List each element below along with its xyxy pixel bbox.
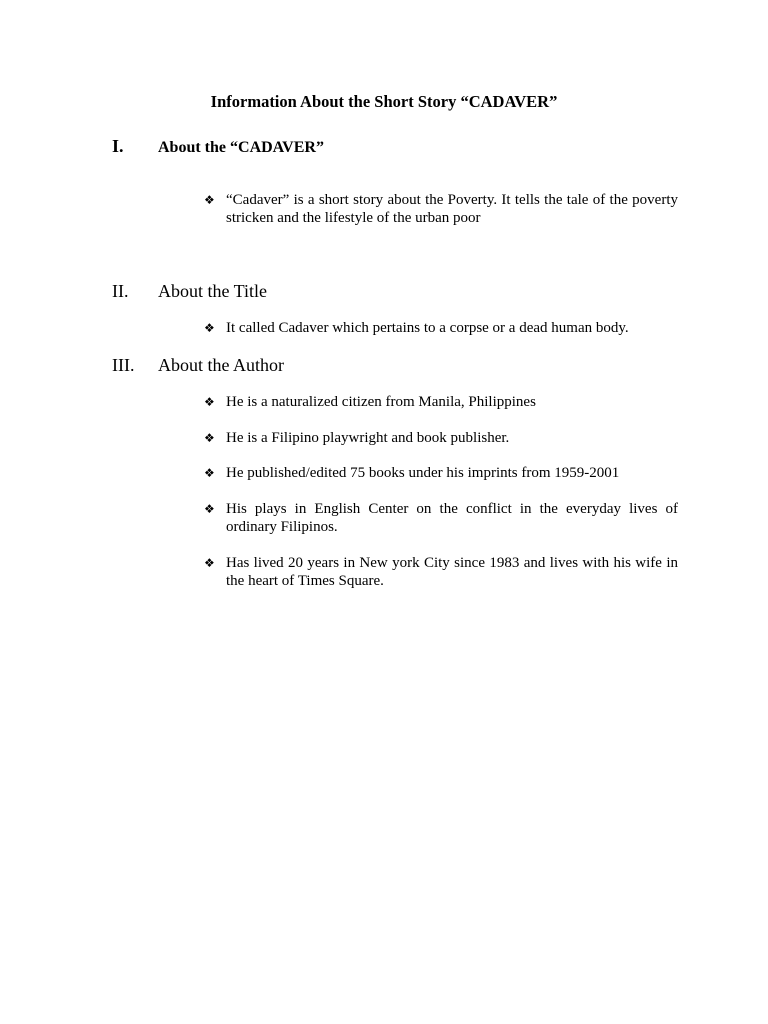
diamond-bullet-icon: ❖ [204,466,215,480]
diamond-bullet-icon: ❖ [204,431,215,445]
list-item: ❖ Has lived 20 years in New york City since 1983 and lives with his wife in the heart of Times Square. [204,555,678,589]
bullet-list [204,500,678,536]
section-about-author [112,355,692,376]
section-heading: About the “CADAVER” [158,139,324,156]
list-item: ❖ He is a Filipino playwright and book publisher. [204,430,510,446]
list-item: ❖ He published/edited 75 books under his imprints from 1959-2001 [204,465,620,481]
list-item: ❖ It called Cadaver which pertains to a corpse or a dead human body. [204,320,629,336]
bullet-list [204,191,678,227]
section-number: I. [112,136,124,156]
document-title: Information About the Short Story “CADAVER” [210,92,558,111]
diamond-bullet-icon: ❖ [204,502,215,516]
list-item: ❖ He is a naturalized citizen from Manila, Philippines [204,394,536,410]
section-number: II. [112,281,129,301]
diamond-bullet-icon: ❖ [204,321,215,335]
diamond-bullet-icon: ❖ [204,193,215,207]
section-heading: About the Title [158,281,268,301]
bullet-list [204,393,678,411]
bullet-list [204,319,678,337]
list-item: ❖ His plays in English Center on the conflict in the everyday lives of ordinary Filipinos. [204,501,678,535]
bullet-list [204,464,678,482]
section-about-title [112,281,692,302]
diamond-bullet-icon: ❖ [204,556,215,570]
section-about-cadaver [112,136,692,157]
diamond-bullet-icon: ❖ [204,395,215,409]
section-number: III. [112,355,135,375]
list-item: ❖ “Cadaver” is a short story about the Poverty. It tells the tale of the poverty stricken and the lifestyle of the urban poor [204,192,678,226]
section-heading: About the Author [158,355,284,375]
bullet-list [204,554,678,590]
bullet-list [204,429,678,447]
